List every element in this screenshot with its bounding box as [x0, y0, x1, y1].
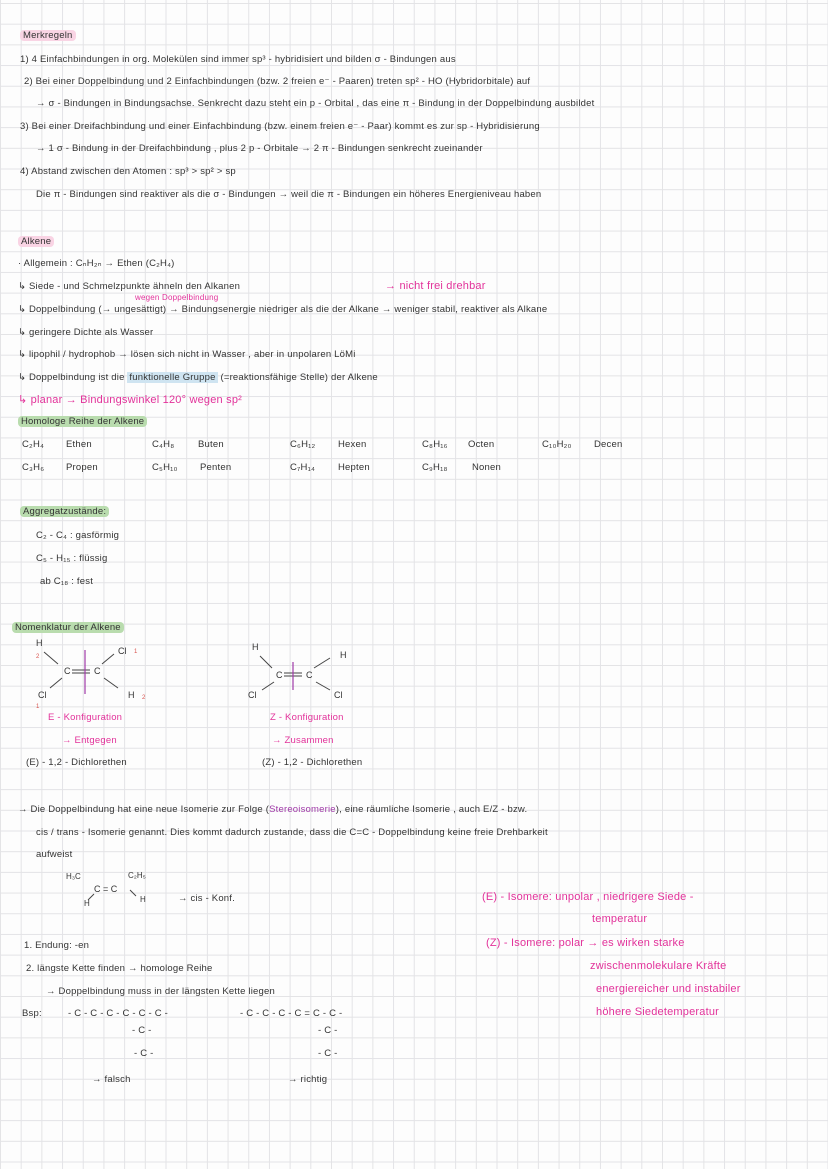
svg-text:1: 1 [36, 704, 40, 710]
isomerie-text: aufweist [36, 849, 73, 860]
rule-line: 3) Bei einer Dreifachbindung und einer Einfachbindung (bzw. einem freien e⁻ - Paar) kommt es zur sp - Hybridisierung [20, 121, 540, 132]
rule-line: 1) 4 Einfachbindungen in org. Molekülen sind immer sp³ - hybridisiert und bilden σ - Bindungen aus [20, 54, 456, 65]
alkene-fact [18, 372, 378, 383]
homolog-name: Hexen [338, 439, 367, 450]
naming-rule: 1. Endung: -en [24, 940, 90, 951]
stereoisomerie-term: Stereoisomerie [269, 804, 336, 815]
homolog-name: Propen [66, 462, 98, 473]
e-configuration-label: E - Konfiguration [48, 712, 123, 723]
chain-branch: - C - [134, 1048, 154, 1059]
homolog-formula: C₆H₁₂ [290, 439, 316, 450]
z-isomer-note: zwischenmolekulare Kräfte [590, 960, 727, 972]
svg-text:C: C [276, 670, 283, 680]
e-isomer-note: (E) - Isomere: unpolar , niedrigere Siede - [482, 891, 694, 903]
svg-text:H: H [84, 899, 90, 908]
isomerie-text: cis / trans - Isomerie genannt. Dies kommt dadurch zustande, dass die C=C - Doppelbindung keine freie Drehbarkeit [36, 827, 548, 838]
svg-text:H₃C: H₃C [66, 872, 81, 881]
alkene-annotation: wegen Doppelbindung [135, 293, 219, 302]
z-isomer-note: (Z) - Isomere: polar → es wirken starke [486, 937, 685, 949]
homolog-formula: C₇H₁₄ [290, 462, 316, 473]
svg-text:C: C [94, 666, 101, 676]
alkene-note-not-rotatable: → nicht frei drehbar [385, 280, 486, 292]
highlight-functional-group: funktionelle Gruppe [129, 372, 216, 383]
naming-rule: 2. längste Kette finden → homologe Reihe [26, 963, 213, 974]
homolog-formula: C₁₀H₂₀ [542, 439, 572, 450]
homolog-name: Nonen [472, 462, 501, 473]
svg-text:H: H [128, 690, 135, 700]
right-label: → richtig [288, 1074, 328, 1085]
svg-text:Cl: Cl [118, 646, 127, 656]
svg-text:C = C: C = C [94, 884, 118, 894]
atom-h: H [36, 638, 43, 648]
wrong-label: → falsch [92, 1074, 131, 1085]
svg-text:Cl: Cl [334, 690, 343, 700]
rule-line: → σ - Bindungen in Bindungsachse. Senkrecht dazu steht ein p - Orbital , das eine π - Bindung in der Doppelbindung ausbildet [36, 98, 595, 109]
rule-line: Die π - Bindungen sind reaktiver als die σ - Bindungen → weil die π - Bindungen ein höheres Energieniveau haben [36, 189, 542, 200]
alkene-fact: ↳ Doppelbindung (→ ungesättigt) → Bindungsenergie niedriger als die der Alkane → weniger stabil, reaktiver als Alkane [18, 304, 548, 315]
section-heading-nomenklatur: Nomenklatur der Alkene [12, 622, 124, 633]
section-heading-aggregat: Aggregatzustände: [20, 506, 109, 517]
section-heading-homologe-reihe: Homologe Reihe der Alkene [18, 416, 147, 427]
cis-configuration-label: → cis - Konf. [178, 893, 235, 904]
svg-text:2: 2 [36, 654, 40, 660]
naming-rule: → Doppelbindung muss in der längsten Kette liegen [46, 986, 275, 997]
z-isomer-note: energiereicher und instabiler [596, 983, 741, 995]
chain-wrong: - C - C - C - C - C - C - [68, 1008, 168, 1019]
homolog-name: Decen [594, 439, 623, 450]
svg-text:C: C [306, 670, 313, 680]
alkene-fact: ↳ lipophil / hydrophob → lösen sich nicht in Wasser , aber in unpolaren LöMi [18, 349, 356, 360]
svg-text:H: H [140, 895, 146, 904]
alkene-fact: ↳ Siede - und Schmelzpunkte ähneln den Alkanen [18, 281, 241, 292]
section-heading-merkregeln: Merkregeln [20, 30, 76, 41]
rule-line: 2) Bei einer Doppelbindung und 2 Einfachbindungen (bzw. 2 freien e⁻ - Paaren) treten sp² - HO (Hybridorbitale) auf [24, 76, 531, 87]
isomerie-text [18, 804, 527, 815]
z-dichlorethen-structure [246, 640, 366, 710]
homolog-name: Penten [200, 462, 232, 473]
e-isomer-note: temperatur [592, 913, 648, 925]
homolog-formula: C₂H₄ [22, 439, 45, 450]
aggregat-line: C₂ - C₄ : gasförmig [36, 530, 120, 541]
svg-text:2: 2 [142, 695, 146, 701]
example-label: Bsp: [22, 1008, 42, 1019]
chain-branch: - C - [132, 1025, 152, 1036]
svg-text:Cl: Cl [248, 690, 257, 700]
svg-text:H: H [252, 642, 259, 652]
rule-line: → 1 σ - Bindung in der Dreifachbindung , plus 2 p - Orbitale → 2 π - Bindungen senkrecht zueinander [36, 143, 483, 154]
homolog-name: Ethen [66, 439, 92, 450]
z-isomer-note: höhere Siedetemperatur [596, 1006, 720, 1018]
e-dichlorethen-structure [30, 636, 170, 710]
e-compound-name: (E) - 1,2 - Dichlorethen [26, 757, 127, 768]
text: → Die Doppelbindung hat eine neue Isomerie zur Folge ( [18, 804, 270, 815]
section-heading-alkene: Alkene [18, 236, 54, 247]
z-configuration-meaning: → Zusammen [272, 735, 334, 746]
alkene-general-formula: · Allgemein : CₙH₂ₙ → Ethen (C₂H₄) [18, 258, 175, 269]
svg-text:C: C [64, 666, 71, 676]
alkene-fact-planar: ↳ planar → Bindungswinkel 120° wegen sp² [18, 394, 243, 406]
z-configuration-label: Z - Konfiguration [270, 712, 344, 723]
cis-structure [64, 870, 164, 910]
rule-line: 4) Abstand zwischen den Atomen : sp³ > sp² > sp [20, 166, 236, 177]
e-configuration-meaning: → Entgegen [62, 735, 117, 746]
aggregat-line: ab C₁₈ : fest [40, 576, 94, 587]
homolog-formula: C₃H₆ [22, 462, 45, 473]
homolog-formula: C₈H₁₆ [422, 439, 448, 450]
svg-text:1: 1 [134, 649, 138, 655]
svg-text:Cl: Cl [38, 690, 47, 700]
chain-branch: - C - [318, 1048, 338, 1059]
homolog-name: Hepten [338, 462, 370, 473]
homolog-formula: C₄H₈ [152, 439, 175, 450]
svg-text:H: H [340, 650, 347, 660]
text: (=reaktionsfähige Stelle) der Alkene [220, 372, 378, 383]
text: ), eine räumliche Isomerie , auch E/Z - bzw. [335, 804, 528, 815]
homolog-name: Octen [468, 439, 495, 450]
svg-text:C₂H₅: C₂H₅ [128, 871, 146, 880]
alkene-fact: ↳ geringere Dichte als Wasser [18, 327, 154, 338]
homolog-name: Buten [198, 439, 224, 450]
homolog-formula: C₉H₁₈ [422, 462, 448, 473]
z-compound-name: (Z) - 1,2 - Dichlorethen [262, 757, 363, 768]
homolog-formula: C₅H₁₀ [152, 462, 178, 473]
aggregat-line: C₅ - H₁₅ : flüssig [36, 553, 108, 564]
chain-right: - C - C - C - C = C - C - [240, 1008, 343, 1019]
text: ↳ Doppelbindung ist die [18, 372, 125, 383]
chain-branch: - C - [318, 1025, 338, 1036]
